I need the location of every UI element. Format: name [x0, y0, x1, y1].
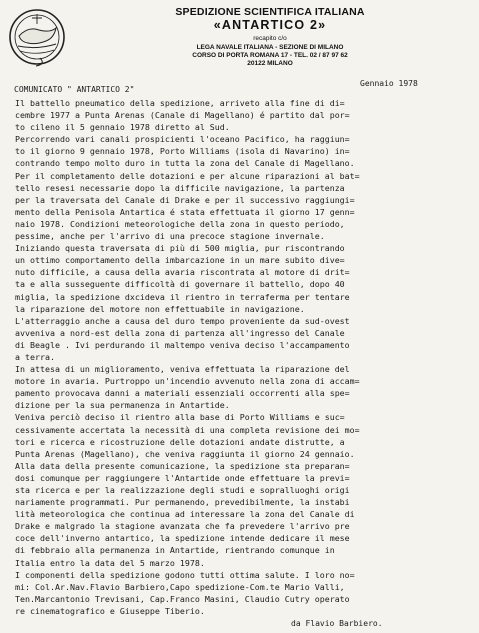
body-line: to il giorno 9 gennaio 1978, Porto Williams (isola di Navarino) in= — [15, 146, 350, 157]
body-line: a terra. — [15, 351, 55, 362]
body-line: In attesa di un miglioramento, veniva effettuata la riparazione del — [15, 364, 350, 375]
expedition-name: «ANTARTICO 2» — [213, 18, 327, 32]
body-line: Italia entro la data del 5 marzo 1978. — [15, 557, 205, 568]
body-line: tori e ricerca e ricostruzione delle dotazioni andate distrutte, a — [15, 436, 345, 447]
expedition-emblem-logo — [6, 6, 68, 68]
body-line: dizione per la sua permanenza in Antartide. — [15, 400, 230, 411]
body-line: coce dell'inverno antartico, la spedizione intende dedicare il mese — [15, 533, 350, 544]
body-line: pamento provocava danni a materiali essenziali occorrenti alla spe= — [15, 388, 350, 399]
body-line: di febbraio alla permanenza in Antartide, rientrando comunque in — [15, 545, 335, 556]
body-line: re cinematografico e Giuseppe Tiberio. — [15, 605, 205, 616]
body-line: L'atterraggio anche a causa del duro tempo proveniente da sud-ovest — [15, 315, 350, 326]
body-line: Veniva perciò deciso il rientro alla base di Porto Williams e suc= — [15, 412, 345, 423]
care-of-label: recapito c/o — [253, 35, 287, 42]
body-line: naio 1978. Condizioni meteorologiche della zona in questo periodo, — [15, 218, 345, 229]
body-line: sta ricerca e per la realizzazione degli studi e sopralluoghi origi — [15, 485, 350, 495]
body-line: Il battello pneumatico della spedizione, arriveto alla fine di di= — [15, 98, 345, 108]
address-line: CORSO DI PORTA ROMANA 17 - TEL. 02 / 87 97 62 — [192, 52, 348, 59]
body-line: pessime, anche per l'arrivo di una precoce stagione invernale. — [15, 231, 325, 242]
host-organization: LEGA NAVALE ITALIANA - SEZIONE DI MILANO — [196, 44, 344, 51]
body-line: dosi comunque per raggiungere l'Antartide onde effettuare la previ= — [15, 472, 350, 483]
body-line: di Beagle . Ivi perdurando il maltempo veniva deciso l'accampamento — [15, 339, 350, 350]
body-line: ta e alla susseguente difficoltà di governare il battello, dopo 40 — [15, 279, 345, 290]
letterhead — [120, 6, 420, 68]
body-line: cessivamente accertata la necessità di una completa revisione dei mo= — [15, 424, 360, 435]
body-line: cembre 1977 a Punta Arenas (Canale di Magellano) é partito dal por= — [15, 110, 350, 121]
body-line: to cileno il 5 gennaio 1978 diretto al Sud. — [15, 122, 230, 133]
body-line: mento della Penisola Antartica é stata effettuata il giorno 17 genn= — [15, 206, 355, 217]
body-line: nariamente programmati. Pur permanendo, prevedibilmente, la instabi — [15, 497, 350, 508]
body-line: mi: Col.Ar.Nav.Flavio Barbiero,Capo spedizione-Com.te Mario Valli, — [15, 581, 345, 592]
organization-name: SPEDIZIONE SCIENTIFICA ITALIANA — [175, 6, 365, 18]
body-line: Drake e malgrado la stagione avanzata che fa prevedere l'arrivo pre — [15, 521, 350, 532]
body-line: Per il completamento delle dotazioni e per alcune riparazioni al bat= — [15, 170, 360, 181]
body-line: lità meteorologica che continua ad interessare la zona del Canale di — [15, 509, 355, 520]
body-line: I componenti della spedizione godono tutti ottima salute. I loro no= — [15, 569, 355, 580]
body-line: Percorrendo vari canali prospicienti l'oceano Pacifico, ha raggiun= — [15, 134, 350, 145]
body-line: nuto difficile, a causa della avaria riscontrata al motore di drit= — [15, 267, 350, 278]
memo-heading: COMUNICATO " ANTARTICO 2" — [14, 85, 135, 94]
signature: da Flavio Barbiero. — [291, 619, 383, 628]
body-line: Ten.Marcantonio Trevisani, Cap.Franco Masini, Claudio Cutry operato — [15, 593, 350, 604]
body-line: Punta Arenas (Magellano), che veniva raggiunta il giorno 24 gennaio. — [15, 448, 355, 459]
body-line: Iniziando questa traversata di più di 500 miglia, pur riscontrando — [15, 243, 345, 254]
body-line: miglia, la spedizione dxcideva il rientro in terraferma per tentare — [15, 291, 350, 302]
body-line: un ottimo comportamento della imbarcazione in un mare subito dive= — [15, 255, 345, 266]
body-line: Alla data della presente comunicazione, la spedizione sta preparan= — [15, 460, 350, 471]
memo-body — [15, 97, 477, 617]
body-line: per la traversata del Canale di Drake e per il successivo raggiungi= — [15, 194, 355, 205]
body-line: tello resesi necessarie dopo la difficile navigazione, la partenza — [15, 182, 345, 193]
body-line: motore in avaria. Purtroppo un'incendio avvenuto nella zona di accam= — [15, 376, 360, 387]
body-line: contrando tempo molto duro in tutta la zona del Canale di Magellano. — [15, 158, 355, 169]
body-line: avveniva a nord-est della zona di partenza all'ingresso del Canale — [15, 327, 345, 338]
city-line: 20122 MILANO — [247, 60, 293, 67]
memo-date: Gennaio 1978 — [360, 79, 418, 88]
body-line: la riparazione del motore non effettuabile in navigazione. — [15, 303, 305, 314]
